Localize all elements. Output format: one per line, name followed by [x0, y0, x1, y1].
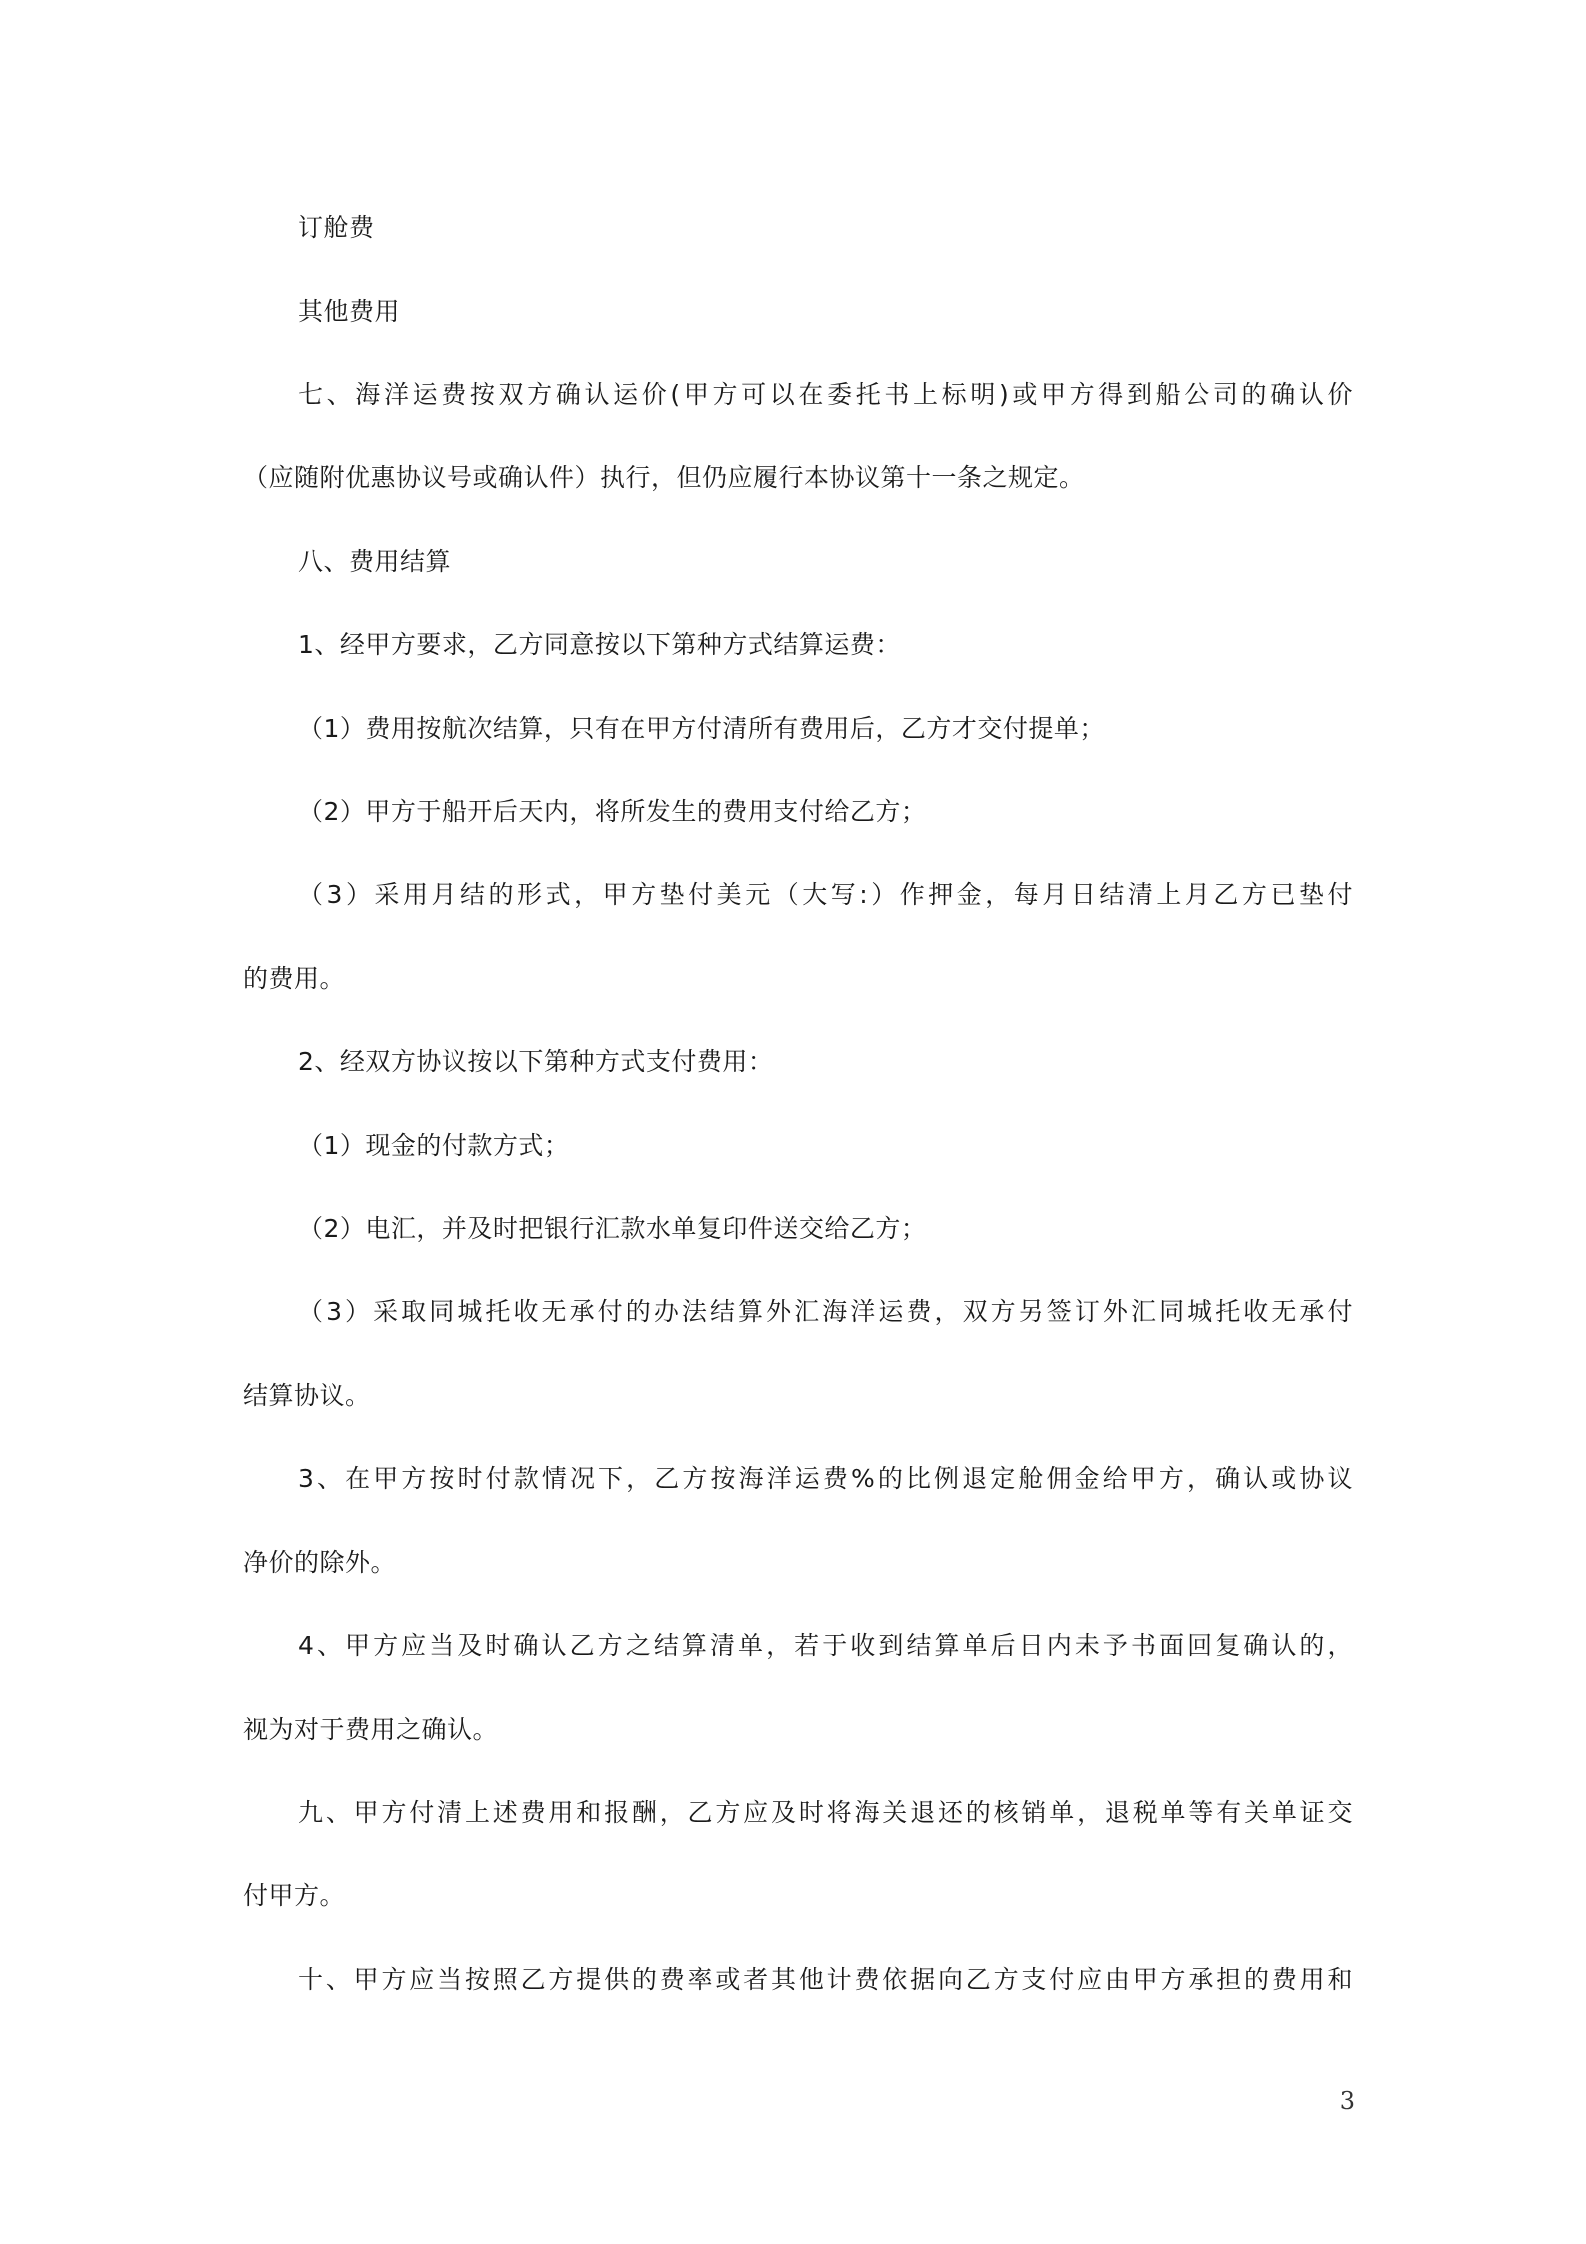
clause-8-2-option-1: （1）现金的付款方式；	[298, 1131, 570, 1160]
clause-7-line-2: （应随附优惠协议号或确认件）执行，但仍应履行本协议第十一条之规定。	[243, 463, 1085, 492]
clause-8-2-option-3-line-2: 结算协议。	[243, 1381, 371, 1410]
clause-9-line-1: 九、甲方付清上述费用和报酬，乙方应及时将海关退还的核销单，退税单等有关单证交	[298, 1798, 1353, 1827]
clause-8-2-option-3-line-1: （3）采取同城托收无承付的办法结算外汇海洋运费，双方另签订外汇同城托收无承付	[298, 1297, 1353, 1326]
clause-8-3-line-2: 净价的除外。	[243, 1548, 397, 1577]
clause-8-1-option-1: （1）费用按航次结算，只有在甲方付清所有费用后，乙方才交付提单；	[298, 714, 1105, 743]
line-booking-fee: 订舱费	[298, 213, 375, 242]
page-number: 3	[1339, 2087, 1355, 2115]
clause-8-1: 1、经甲方要求，乙方同意按以下第种方式结算运费：	[298, 630, 901, 659]
line-other-fees: 其他费用	[298, 297, 401, 326]
clause-8-1-option-2: （2）甲方于船开后天内，将所发生的费用支付给乙方；	[298, 797, 927, 826]
clause-8-2-option-2: （2）电汇，并及时把银行汇款水单复印件送交给乙方；	[298, 1214, 927, 1243]
clause-9-line-2: 付甲方。	[243, 1881, 346, 1910]
clause-8-3-line-1: 3、在甲方按时付款情况下，乙方按海洋运费%的比例退定舱佣金给甲方，确认或协议	[298, 1464, 1353, 1493]
clause-8-1-option-3-line-2: 的费用。	[243, 964, 346, 993]
clause-7-line-1: 七、海洋运费按双方确认运价(甲方可以在委托书上标明)或甲方得到船公司的确认价	[298, 380, 1353, 409]
clause-8-2: 2、经双方协议按以下第种方式支付费用：	[298, 1047, 774, 1076]
clause-8-1-option-3-line-1: （3）采用月结的形式，甲方垫付美元（大写:）作押金，每月日结清上月乙方已垫付	[298, 880, 1353, 909]
clause-10-line-1: 十、甲方应当按照乙方提供的费率或者其他计费依据向乙方支付应由甲方承担的费用和	[298, 1965, 1353, 1994]
clause-8-heading: 八、费用结算	[298, 547, 452, 576]
clause-8-4-line-2: 视为对于费用之确认。	[243, 1715, 499, 1744]
clause-8-4-line-1: 4、甲方应当及时确认乙方之结算清单，若于收到结算单后日内未予书面回复确认的，	[298, 1631, 1353, 1660]
